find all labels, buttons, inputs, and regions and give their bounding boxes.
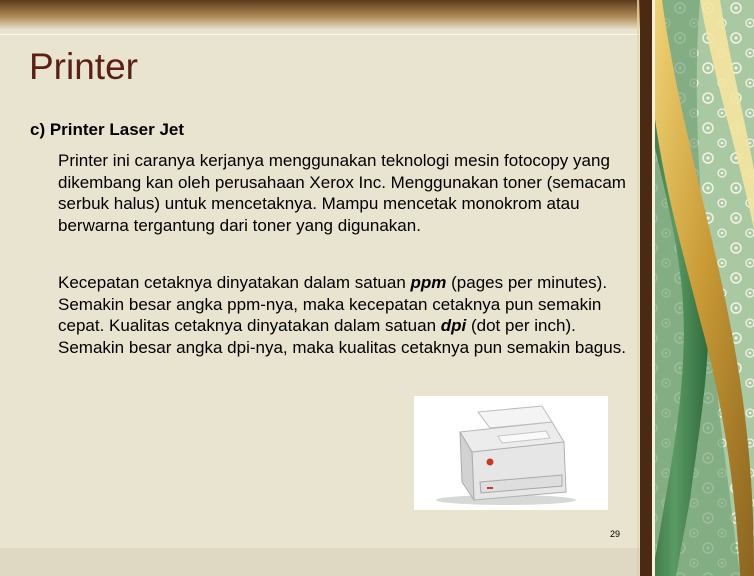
- laser-printer-image: [414, 396, 608, 510]
- dpi-term: dpi: [440, 316, 467, 335]
- section-subheading: c) Printer Laser Jet: [30, 120, 185, 139]
- paragraph-print-speed-quality: [58, 272, 630, 358]
- paragraph1-body: fotocopy yang dikembang kan oleh perusahaan Xerox Inc. Menggunakan toner (semacam serbuk halus) untuk mencetaknya. Mampu mencetak monokrom atau berwarna tergantung dari toner yang digunakan.: [58, 151, 626, 235]
- laser-printer-photo-icon: [414, 396, 608, 510]
- slide-title: Printer: [29, 46, 138, 87]
- page-number: 29: [610, 529, 621, 539]
- paragraph2-intro: Kecepatan cetaknya dinyatakan dalam satuan: [58, 273, 411, 292]
- paragraph2-middle: (pages per minutes). Semakin besar angka ppm-nya, maka kecepatan cetaknya pun semakin cepat. Kualitas cetaknya dinyatakan dalam satuan: [58, 273, 608, 335]
- paragraph2-end: (dot per inch). Semakin besar angka dpi-nya, maka kualitas cetaknya pun semakin bagus.: [58, 316, 626, 357]
- paragraph1-first-line: Printer ini caranya kerjanya menggunakan teknologi mesin: [58, 151, 500, 170]
- ppm-term: ppm: [410, 273, 447, 292]
- paragraph-laser-printer-description: [58, 150, 630, 236]
